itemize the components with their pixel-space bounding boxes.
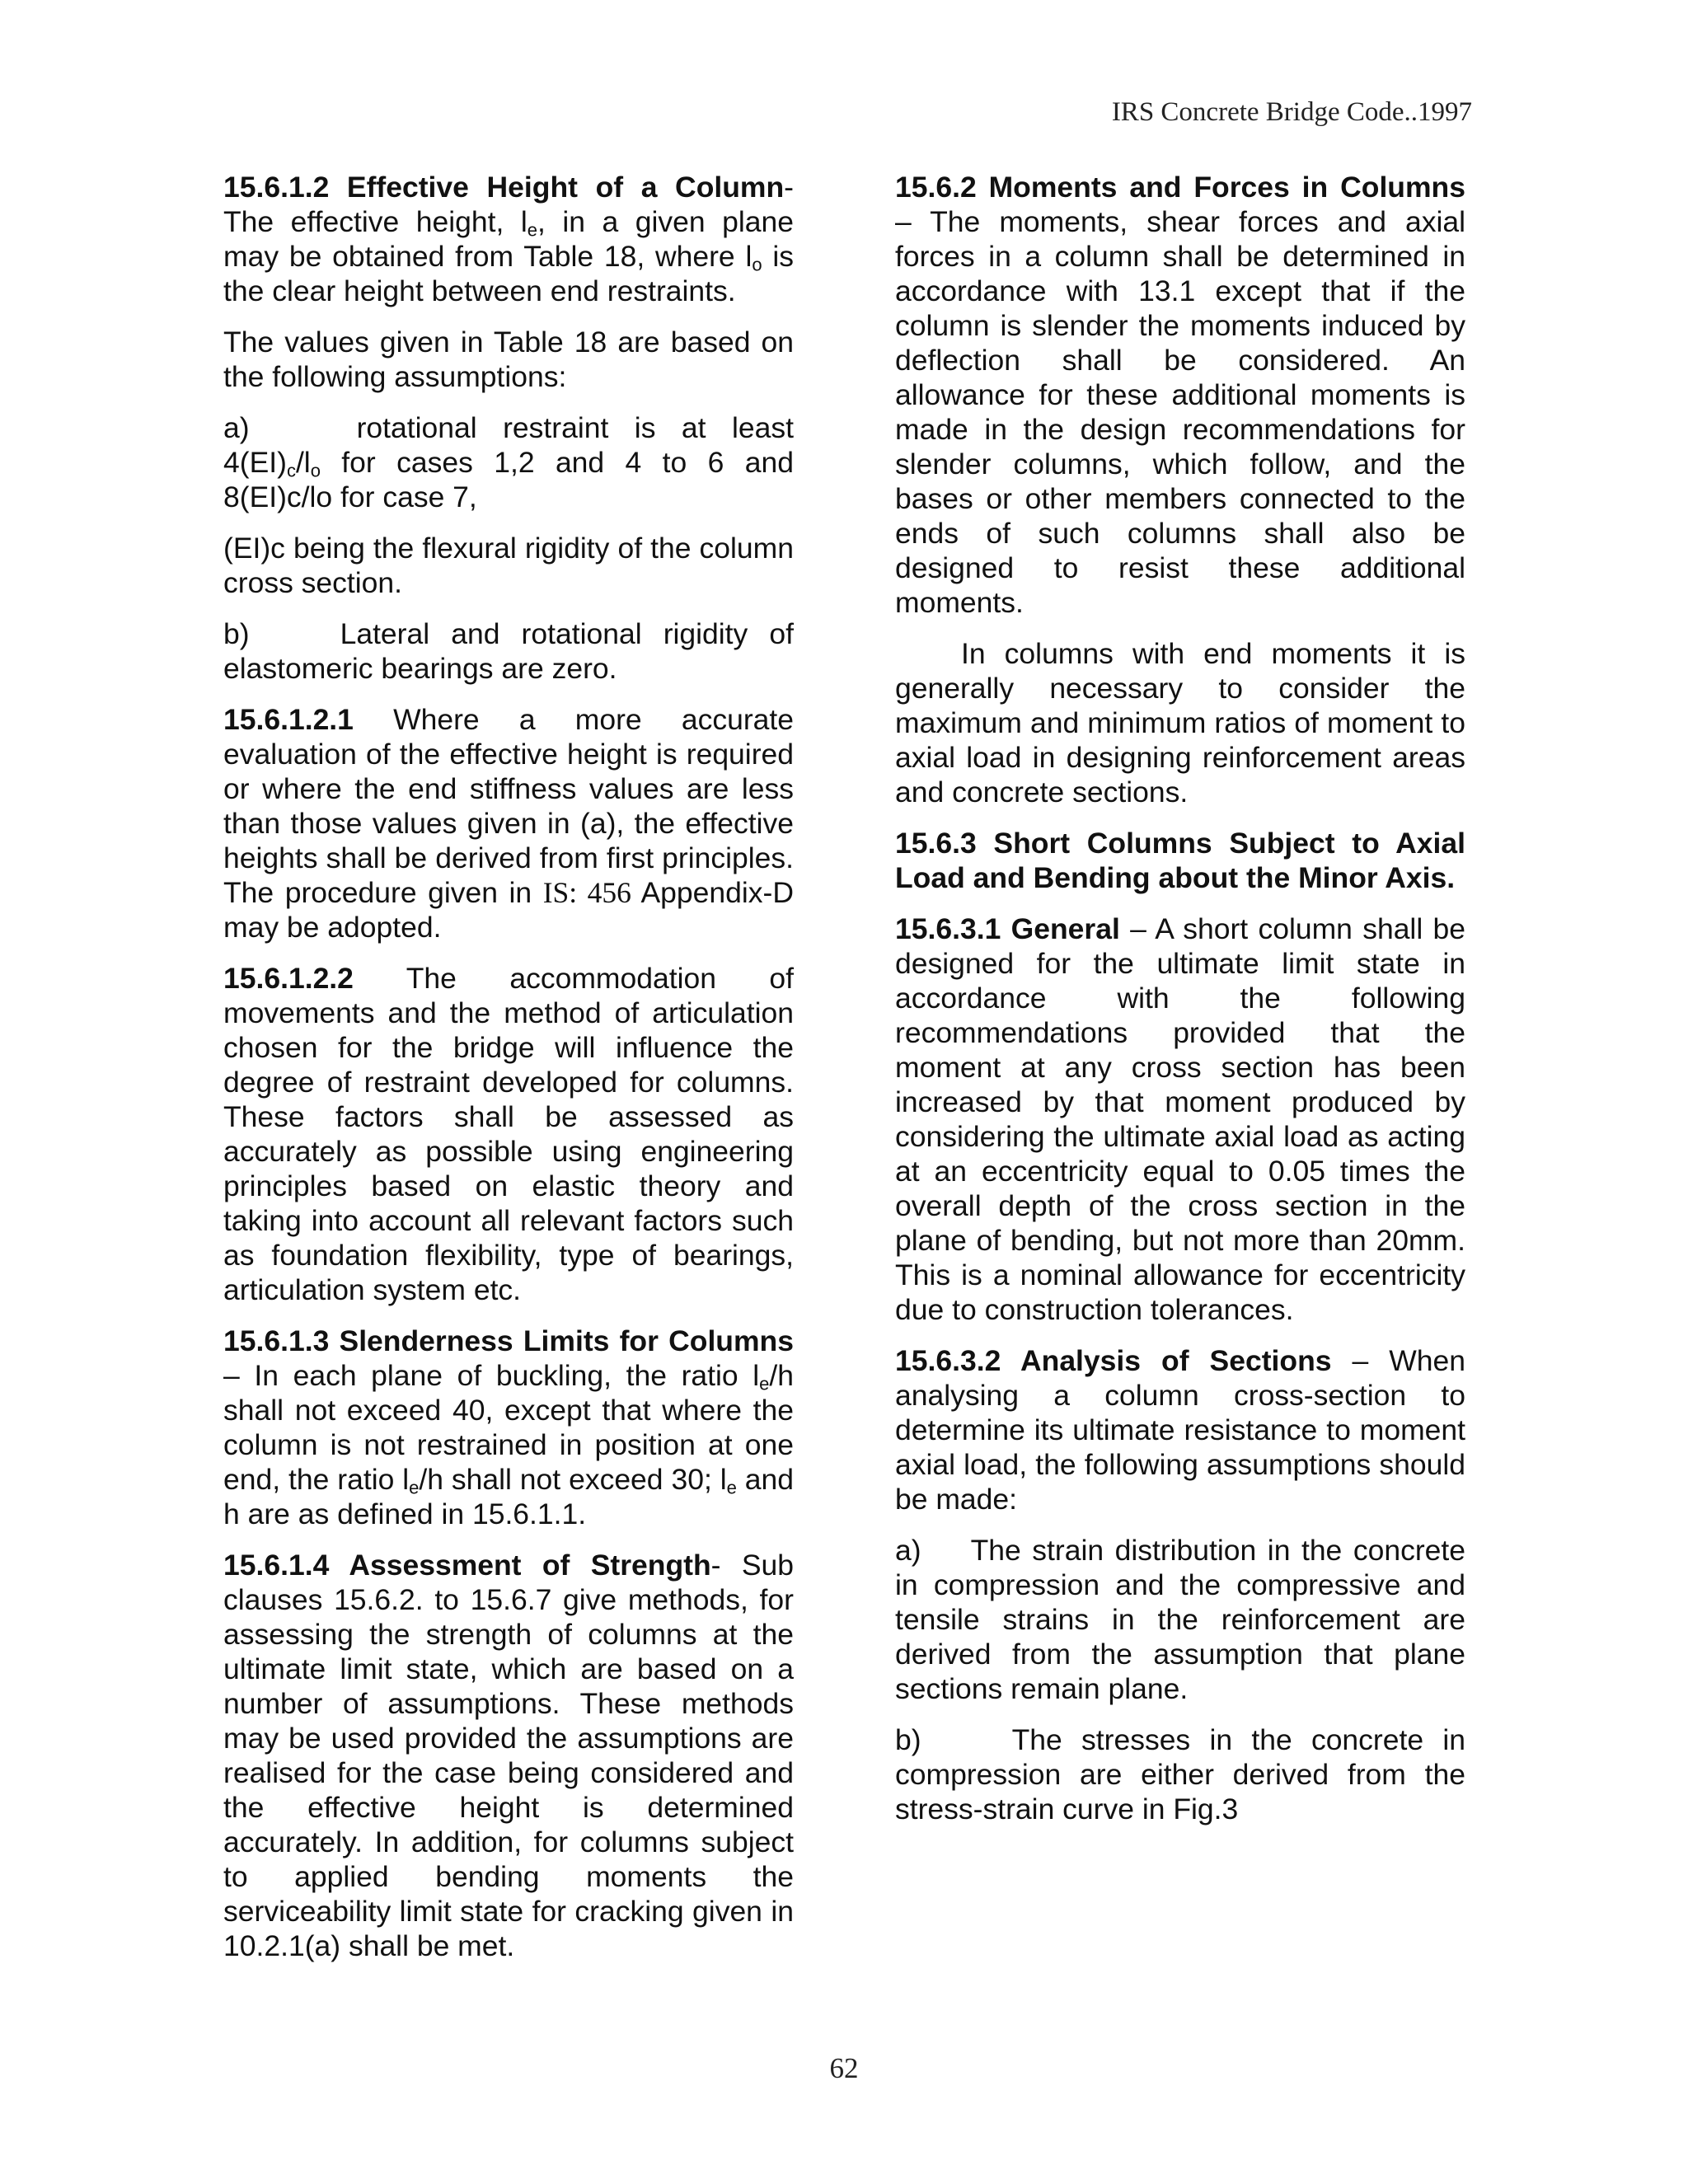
list-text: The stresses in the concrete in compression are either derived from the stress-strain curve in Fig.3 [895,1723,1465,1825]
clause-heading: 15.6.1.4 Assessment of Strength [223,1549,711,1582]
subscript: o [752,254,762,275]
clause-15-6-1-2-2 [223,961,794,1307]
clause-text: is the clear height between end restraints. [223,240,794,307]
clause-heading: 15.6.1.2 Effective Height of a Column [223,171,785,204]
assumptions-intro: The values given in Table 18 are based on the following assumptions: [223,326,794,393]
assumption-note: (EI)c being the flexural rigidity of the column cross section. [223,532,794,599]
subscript: e [527,219,537,241]
clause-text: Where a more accurate evaluation of the effective height is required or where the end stiffness values are less than those values given in (a), the effective heights shall be derived from first principles. The procedure given in [223,703,794,909]
clause-heading: 15.6.2 Moments and Forces in Columns [895,171,1465,204]
clause-text: , in a given plane may be obtained from Table 18, where l [223,205,794,273]
subscript: e [726,1477,737,1498]
clause-text: – A short column shall be designed for the ultimate limit state in accordance with the following recommendations provided that the moment at any cross section has been increased by that moment produced by considering the ultimate axial load as acting at an eccentricity equal to 0.05 times the overall depth of the cross section in the plane of bending, but not more than 20mm. This is a nominal allowance for eccentricity due to construction tolerances. [895,912,1465,1326]
clause-heading: 15.6.1.3 Slenderness Limits for Columns [223,1324,794,1357]
right-column [895,170,1465,1843]
clause-15-6-3-1 [895,912,1465,1327]
clause-15-6-1-2-1 [223,702,794,944]
analysis-assumption-b [895,1722,1465,1826]
clause-text: – In each plane of buckling, the ratio l [223,1359,760,1392]
clause-text: The accommodation of movements and the method of articulation chosen for the bridge will influence the degree of restraint developed for columns. These factors shall be assessed as accurately as possible using engineering principles based on elastic theory and taking into account all relevant factors such as foundation flexibility, type of bearings, articulation system etc. [223,962,794,1306]
end-moments-paragraph: In columns with end moments it is generally necessary to consider the maximum and minimum ratios of moment to axial load in designing reinforcement areas and concrete sections. [895,637,1465,808]
clause-text: - Sub clauses 15.6.2. to 15.6.7 give methods, for assessing the strength of columns at the ultimate limit state, which are based on a number of assumptions. These methods may be used provided the assumptions are realised for the case being considered and the effective height is determined accurately. In addition, for columns subject to applied bending moments the serviceability limit state for cracking given in 10.2.1(a) shall be met. [223,1549,794,1962]
clause-15-6-1-4 [223,1548,794,1963]
standard-reference: IS: 456 [542,876,631,909]
clause-15-6-1-3 [223,1324,794,1531]
list-label: b) [895,1723,921,1756]
subscript: o [310,460,321,481]
assumption-a [223,410,794,514]
page-number: 62 [829,2052,859,2084]
running-header: IRS Concrete Bridge Code..1997 [1111,97,1472,127]
list-text: for cases 1,2 and 4 to 6 and 8(EI)c/lo for case 7, [223,446,794,513]
clause-heading: 15.6.1.2.1 [223,703,354,736]
clause-text: – When analysing a column cross-section to determine its ultimate resistance to moment axial load, the following assumptions should be made: [895,1344,1465,1516]
clause-text: – The moments, shear forces and axial forces in a column shall be determined in accordance with 13.1 except that if the column is slender the moments induced by deflection shall be considered. An allowance for these additional moments is made in the design recommendations for slender columns, which follow, and the bases or other members connected to the ends of such columns shall also be designed to resist these additional moments. [895,205,1465,619]
clause-15-6-2 [895,170,1465,620]
clause-heading: 15.6.3.1 General [895,912,1120,945]
list-text: /l [295,446,311,479]
clause-15-6-1-2 [223,170,794,308]
list-label: b) [223,617,250,650]
list-text: Lateral and rotational rigidity of elastomeric bearings are zero. [223,617,794,685]
list-label: a) [223,411,250,444]
left-column [223,170,794,1980]
clause-15-6-3-2 [895,1343,1465,1516]
clause-heading: 15.6.3.2 Analysis of Sections [895,1344,1332,1377]
subscript: e [409,1477,420,1498]
subscript: e [759,1373,770,1394]
clause-15-6-3-heading: 15.6.3 Short Columns Subject to Axial Load and Bending about the Minor Axis. [895,827,1465,894]
list-text: rotational restraint is at least 4(EI) [223,411,794,479]
assumption-b [223,616,794,686]
list-label: a) [895,1534,921,1567]
analysis-assumption-a [895,1533,1465,1706]
clause-heading: 15.6.1.2.2 [223,962,354,995]
clause-text: Appendix-D may be adopted. [223,876,794,944]
list-text: The strain distribution in the concrete in compression and the compressive and tensile strains in the reinforcement are derived from the assumption that plane sections remain plane. [895,1534,1465,1705]
clause-text: and h are as defined in 15.6.1.1. [223,1463,794,1530]
subscript: c [286,460,296,481]
clause-text: /h shall not exceed 40, except that where the column is not restrained in position at one end, the ratio l [223,1359,794,1496]
clause-text: /h shall not exceed 30; l [419,1463,727,1496]
clause-text: - The effective height, l [223,171,794,238]
